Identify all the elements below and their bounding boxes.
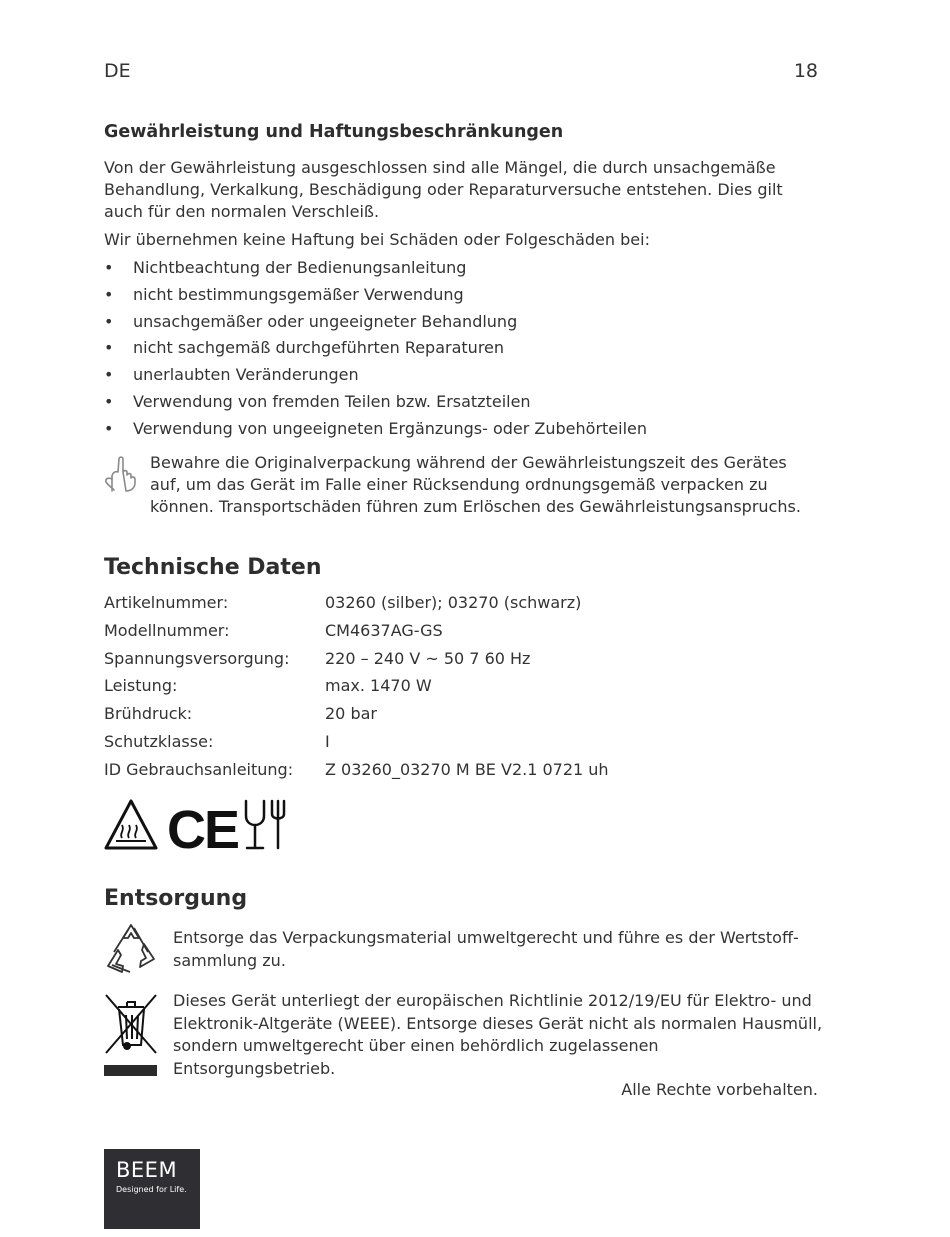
packaging-disposal-text: Entsorge das Verpackungsmaterial umweltgerecht und führe es der Wertstoff-sammlung zu. (173, 928, 799, 970)
crossed-wheelie-bin-icon (104, 993, 158, 1077)
warranty-paragraph: Von der Gewährleistung ausgeschlossen sind alle Mängel, die durch unsachgemäße Behandlung, Verkalkung, Beschädigung oder Reparaturversuche entstehen. Dies gilt auch für den normalen Verschleiß. (104, 158, 783, 221)
list-item: • Verwendung von fremden Teilen bzw. Ersatzteilen (104, 390, 824, 417)
list-item: • Nichtbeachtung der Bedienungsanleitung (104, 256, 824, 283)
list-item: • unsachgemäßer oder ungeeigneter Behandlung (104, 310, 824, 337)
list-item: • nicht bestimmungsgemäßer Verwendung (104, 283, 824, 310)
spec-label: Artikelnummer: (104, 593, 229, 612)
language-code: DE (104, 60, 131, 82)
spec-label: ID Gebrauchsanleitung: (104, 759, 294, 779)
recycling-icon (104, 922, 158, 976)
disposal-heading: Entsorgung (104, 886, 248, 911)
list-item: • Verwendung von ungeeigneten Ergänzungs- oder Zubehörteilen (104, 417, 824, 444)
pointing-hand-icon (102, 455, 140, 493)
tip-note: Bewahre die Originalverpackung während der Gewährleistungszeit des Gerätes auf, um das Gerät im Falle einer Rücksendung ordnungsgemäß verpacken zu können. Transportschäden führen zum Erlöschen des Gewährleistungsanspruchs. (150, 453, 801, 516)
table-row (104, 760, 609, 788)
table-row (104, 621, 609, 649)
product-symbols (104, 798, 294, 852)
spec-label: Spannungsversorgung: (104, 648, 290, 668)
spec-label: Brühdruck: (104, 704, 193, 724)
warranty-heading: Gewährleistung und Haftungsbeschränkungen (104, 122, 564, 142)
liability-list (104, 256, 824, 444)
spec-label: Leistung: (104, 676, 178, 696)
spec-value: 220 – 240 V ~ 50 7 60 Hz (325, 648, 531, 668)
food-safe-icon (246, 801, 284, 848)
liability-intro: Wir übernehmen keine Haftung bei Schäden oder Folgeschäden bei: (104, 230, 650, 249)
spec-label: Modellnummer: (104, 620, 230, 640)
spec-value: 03260 (silber); 03270 (schwarz) (325, 593, 582, 612)
spec-value: 20 bar (325, 704, 377, 724)
spec-value: Z 03260_03270 M BE V2.1 0721 uh (325, 759, 609, 779)
spec-value: I (325, 731, 330, 751)
table-row (104, 676, 609, 704)
table-row (104, 593, 609, 621)
table-row (104, 649, 609, 677)
table-row (104, 732, 609, 760)
copyright-notice: Alle Rechte vorbehalten. (621, 1080, 818, 1099)
ce-mark: CE (167, 800, 239, 852)
table-row (104, 704, 609, 732)
page-number: 18 (793, 60, 818, 82)
brand-logo (104, 1149, 200, 1229)
spec-label: Schutzklasse: (104, 731, 214, 751)
weee-disposal-text: Dieses Gerät unterliegt der europäischen Richtlinie 2012/19/EU für Elektro- und Elektronik-Altgeräte (WEEE). Entsorge dieses Gerät nicht als normalen Hausmüll, sondern umweltgerecht über einen behördlich zugelassenen Entsorgungsbetrieb. (173, 991, 823, 1078)
spec-value: CM4637AG-GS (325, 620, 443, 640)
list-item: • unerlaubten Veränderungen (104, 363, 824, 390)
hot-surface-warning-icon (106, 801, 156, 848)
logo-brand-name: BEEM (116, 1158, 178, 1182)
spec-value: max. 1470 W (325, 676, 432, 696)
specs-heading: Technische Daten (104, 555, 322, 580)
specs-table (104, 593, 609, 788)
logo-tagline: Designed for Life. (116, 1185, 187, 1194)
list-item: • nicht sachgemäß durchgeführten Reparaturen (104, 336, 824, 363)
